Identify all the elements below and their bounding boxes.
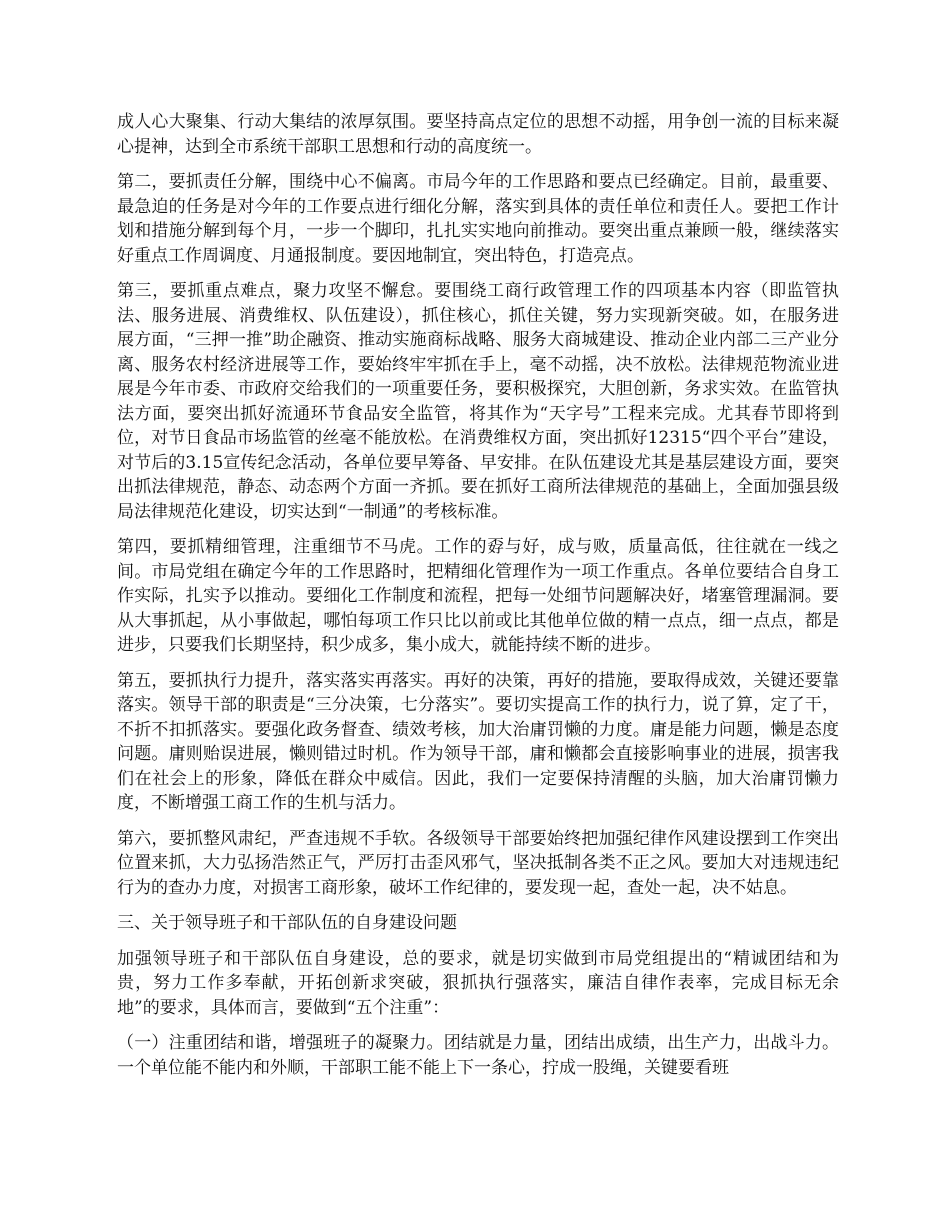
paragraph-intro-continuation: 成人心大聚集、行动大集结的浓厚氛围。要坚持高点定位的思想不动摇，用争创一流的目标来凝心提神，达到全市系统干部职工思想和行动的高度统一。 [117, 112, 839, 157]
paragraph-fifth-point: 第五，要抓执行力提升，落实落实再落实。再好的决策，再好的措施，要取得成效，关键还要靠落实。领导干部的职责是“三分决策，七分落实”。要切实提高工作的执行力，说了算，定了干，不折不扣抓落实。要强化政务督查、绩效考核，加大治庸罚懒的力度。庸是能力问题，懒是态度问题。庸则贻误进展，懒则错过时机。作为领导干部，庸和懒都会直接影响事业的进展，损害我们在社会上的形象，降低在群众中威信。因此，我们一定要保持清醒的头脑，加大治庸罚懒力度，不断增强工商工作的生机与活力。 [117, 670, 839, 813]
paragraph-item-one: （一）注重团结和谐，增强班子的凝聚力。团结就是力量，团结出成绩，出生产力，出战斗力。一个单位能不能内和外顺，干部职工能不能上下一条心，拧成一股绳，关键要看班 [117, 1033, 839, 1078]
paragraph-fourth-point: 第四，要抓精细管理，注重细节不马虎。工作的孬与好，成与败，质量高低，往往就在一线之间。市局党组在确定今年的工作思路时，把精细化管理作为一项工作重点。各单位要结合自身工作实际，扎实予以推动。要细化工作制度和流程，把每一处细节问题解决好，堵塞管理漏洞。要从大事抓起，从小事做起，哪怕每项工作只比以前或比其他单位做的精一点点，细一点点，都是进步，只要我们长期坚持，积少成多，集小成大，就能持续不断的进步。 [117, 537, 839, 655]
paragraph-second-point: 第二，要抓责任分解，围绕中心不偏离。市局今年的工作思路和要点已经确定。目前，最重要、最急迫的任务是对今年的工作要点进行细化分解，落实到具体的责任单位和责任人。要把工作计划和措施分解到每个月，一步一个脚印，扎扎实实地向前推动。要突出重点兼顾一般，继续落实好重点工作周调度、月通报制度。要因地制宜，突出特色，打造亮点。 [117, 172, 839, 266]
section-heading: 三、关于领导班子和干部队伍的自身建设问题 [117, 913, 457, 933]
paragraph-section-intro: 加强领导班子和干部队伍自身建设，总的要求，就是切实做到市局党组提出的“精诚团结和为贵，努力工作多奉献，开拓创新求突破，狠抓执行强落实，廉洁自律作表率，完成目标无余地”的要求，具体而言，要做到“五个注重”： [117, 948, 839, 1018]
paragraph-sixth-point: 第六，要抓整风肃纪，严查违规不手软。各级领导干部要始终把加强纪律作风建设摆到工作突出位置来抓，大力弘扬浩然正气，严厉打击歪风邪气，坚决抵制各类不正之风。要加大对违规违纪行为的查办力度，对损害工商形象，破坏工作纪律的，要发现一起，查处一起，决不姑息。 [117, 828, 839, 898]
document-body [117, 110, 839, 1091]
paragraph-third-point: 第三，要抓重点难点，聚力攻坚不懈怠。要围绕工商行政管理工作的四项基本内容（即监管执法、服务进展、消费维权、队伍建设），抓住核心，抓住关键，努力实现新突破。如，在服务进展方面，“三押一推”助企融资、推动实施商标战略、服务大商城建设、推动企业内部二三产业分离、服务农村经济进展等工作，要始终牢牢抓在手上，毫不动摇，决不放松。法律规范物流业进展是今年市委、市政府交给我们的一项重要任务，要积极探究，大胆创新，务求实效。在监管执法方面，要突出抓好流通环节食品安全监管，将其作为“天字号”工程来完成。尤其春节即将到位，对节日食品市场监管的丝毫不能放松。在消费维权方面，突出抓好12315“四个平台”建设，对节后的3.15宣传纪念活动，各单位要早筹备、早安排。在队伍建设尤其是基层建设方面，要突出抓法律规范，静态、动态两个方面一齐抓。要在抓好工商所法律规范的基础上，全面加强县级局法律规范化建设，切实达到“一制通”的考核标准。 [117, 281, 839, 522]
